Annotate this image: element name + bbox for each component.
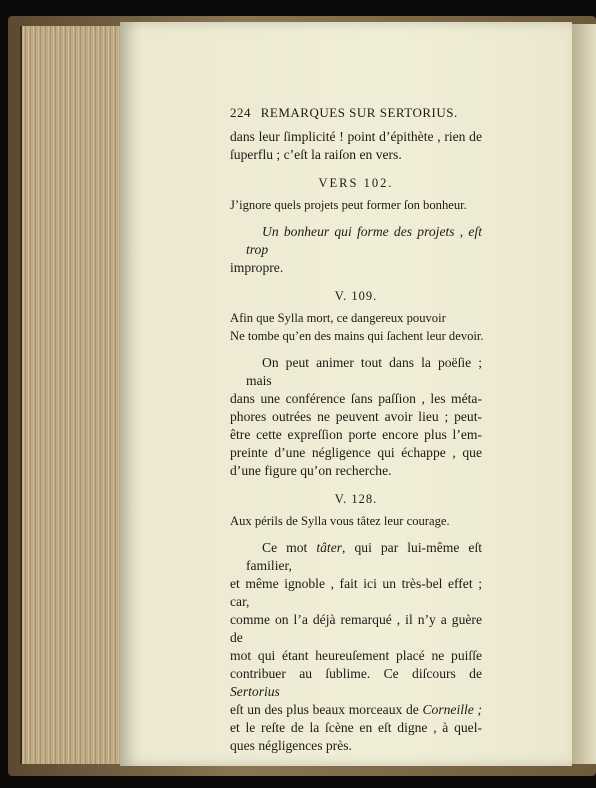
italic-word: Sertorius bbox=[230, 684, 280, 699]
italic-phrase: Un bonheur qui forme des projets , eſt trop bbox=[246, 224, 482, 257]
verse-heading-109: V. 109. bbox=[334, 289, 378, 303]
text-line: dans leur ſimplicité ! point d’épithète , rien de bbox=[230, 129, 482, 144]
verse-heading-102: VERS 102. bbox=[318, 176, 394, 190]
verse-heading-128: V. 128. bbox=[334, 492, 378, 506]
text-run: eſt un des plus beaux morceaux de bbox=[230, 702, 423, 717]
text-line: dans une conférence ſans paſſion , les méta- bbox=[230, 391, 482, 406]
text-line: preinte d’une négligence qui échappe , que bbox=[230, 445, 482, 460]
text-run: contribuer au ſublime. Ce diſcours de bbox=[230, 666, 482, 681]
paragraph-3 bbox=[230, 354, 482, 480]
text-line: ques négligences près. bbox=[230, 738, 352, 753]
text-run: , qui par lui-même eſt familier, bbox=[246, 540, 483, 573]
text-run: Ce mot bbox=[262, 540, 317, 555]
text-line: et le reſte de la ſcène en eſt digne , à quel- bbox=[230, 720, 482, 735]
text-line: comme on l’a déjà remarqué , il n’y a guère de bbox=[230, 612, 482, 645]
paragraph-2 bbox=[230, 223, 482, 277]
text-line: et même ignoble , fait ici un très-bel effet ; car, bbox=[230, 576, 482, 609]
text-line: être cette expreſſion porte encore plus l’em- bbox=[230, 427, 482, 442]
page-edges bbox=[22, 26, 122, 764]
paragraph-4 bbox=[230, 539, 482, 755]
text-line: mot qui étant heureuſement placé ne puiſſe bbox=[230, 648, 482, 663]
page-number: 224 bbox=[230, 105, 251, 120]
text-line: On peut animer tout dans la poëſie ; mais bbox=[246, 355, 482, 388]
running-title: REMARQUES SUR SERTORIUS. bbox=[260, 105, 458, 120]
verse-quote-128: Aux périls de Sylla vous tâtez leur courage. bbox=[230, 514, 450, 528]
text-line: impropre. bbox=[230, 260, 284, 275]
text-line: d’une figure qu’on recherche. bbox=[230, 463, 392, 478]
italic-word: Corneille ; bbox=[422, 702, 482, 717]
facing-page-edge bbox=[570, 24, 596, 764]
page-text bbox=[230, 104, 482, 755]
running-header bbox=[230, 104, 482, 122]
text-line: phores outrées ne peuvent avoir lieu ; peut- bbox=[230, 409, 482, 424]
verse-quote-109-line-1: Afin que Sylla mort, ce dangereux pouvoir bbox=[230, 311, 446, 325]
text-line: ſuperflu ; c’eſt la raiſon en vers. bbox=[230, 147, 402, 162]
paragraph-1 bbox=[230, 128, 482, 164]
verse-quote-102: J’ignore quels projets peut former ſon bonheur. bbox=[230, 198, 467, 212]
verse-quote-109-line-2: Ne tombe qu’en des mains qui ſachent leur devoir. bbox=[230, 329, 484, 343]
italic-word: tâter bbox=[316, 540, 343, 555]
